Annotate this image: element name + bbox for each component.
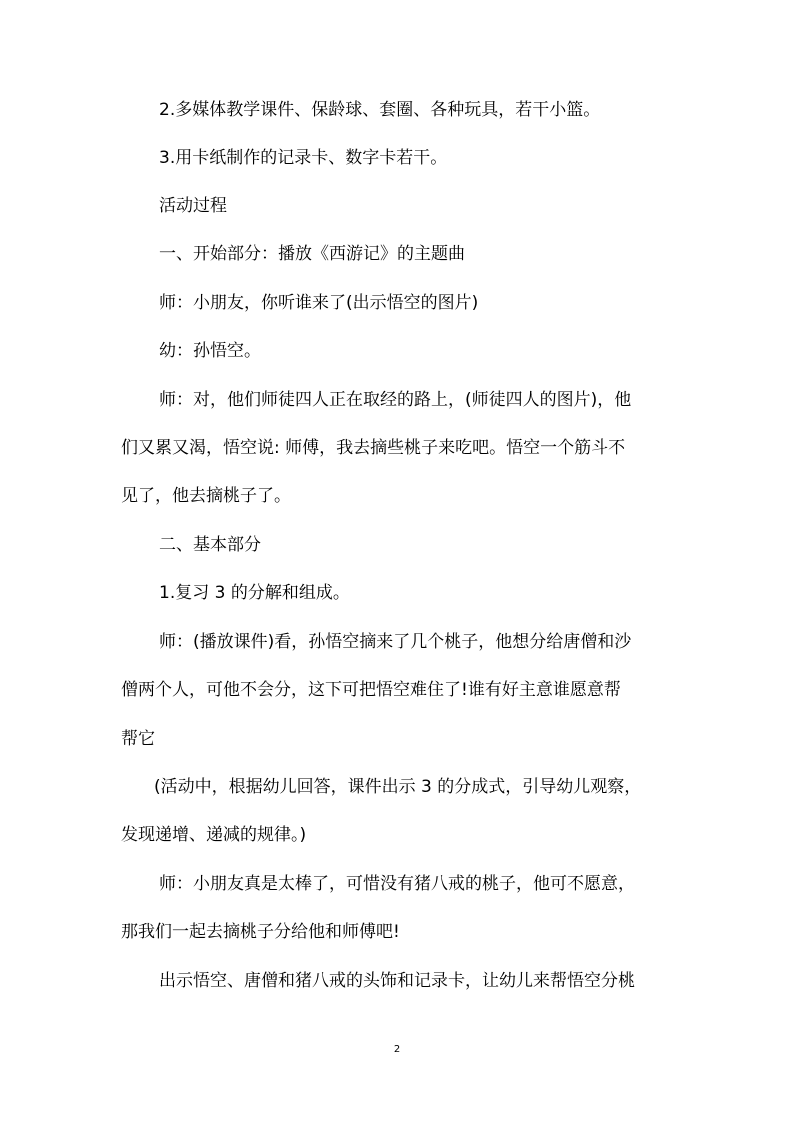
activity-note-line-1: (活动中，根据幼儿回答，课件出示 3 的分成式，引导幼儿观察， bbox=[154, 777, 642, 797]
dialogue-teacher-2-line-1: 师：对，他们师徒四人正在取经的路上，(师徒四人的图片)，他 bbox=[159, 390, 632, 410]
dialogue-teacher-2-line-2: 们又累又渴，悟空说: 师傅，我去摘些桃子来吃吧。悟空一个筋斗不 bbox=[121, 438, 626, 458]
dialogue-teacher-4-line-2: 那我们一起去摘桃子分给他和师傅吧! bbox=[121, 922, 400, 942]
section-heading-activity-process: 活动过程 bbox=[159, 196, 227, 216]
instruction-paragraph: 出示悟空、唐僧和猪八戒的头饰和记录卡，让幼儿来帮悟空分桃 bbox=[159, 971, 635, 991]
page-number: 2 bbox=[393, 1044, 401, 1055]
section-heading-opening: 一、开始部分：播放《西游记》的主题曲 bbox=[159, 244, 465, 264]
paragraph-materials-2: 2.多媒体教学课件、保龄球、套圈、各种玩具，若干小篮。 bbox=[159, 100, 601, 120]
dialogue-teacher-4-line-1: 师：小朋友真是太棒了，可惜没有猪八戒的桃子，他可不愿意， bbox=[159, 874, 635, 894]
section-heading-basic: 二、基本部分 bbox=[159, 535, 261, 555]
dialogue-teacher-3-line-3: 帮它 bbox=[121, 729, 155, 749]
dialogue-teacher-3-line-2: 僧两个人，可他不会分，这下可把悟空难住了!谁有好主意谁愿意帮 bbox=[121, 680, 621, 700]
dialogue-teacher-2-line-3: 见了，他去摘桃子了。 bbox=[121, 486, 291, 506]
activity-note-line-2: 发现递增、递减的规律。) bbox=[121, 825, 307, 845]
dialogue-child-1: 幼：孙悟空。 bbox=[159, 341, 261, 361]
dialogue-teacher-3-line-1: 师：(播放课件)看，孙悟空摘来了几个桃子，他想分给唐僧和沙 bbox=[159, 632, 632, 652]
dialogue-teacher-1: 师：小朋友，你听谁来了(出示悟空的图片) bbox=[159, 293, 479, 313]
subheading-review-3: 1.复习 3 的分解和组成。 bbox=[159, 583, 350, 603]
paragraph-materials-3: 3.用卡纸制作的记录卡、数字卡若干。 bbox=[159, 148, 448, 168]
